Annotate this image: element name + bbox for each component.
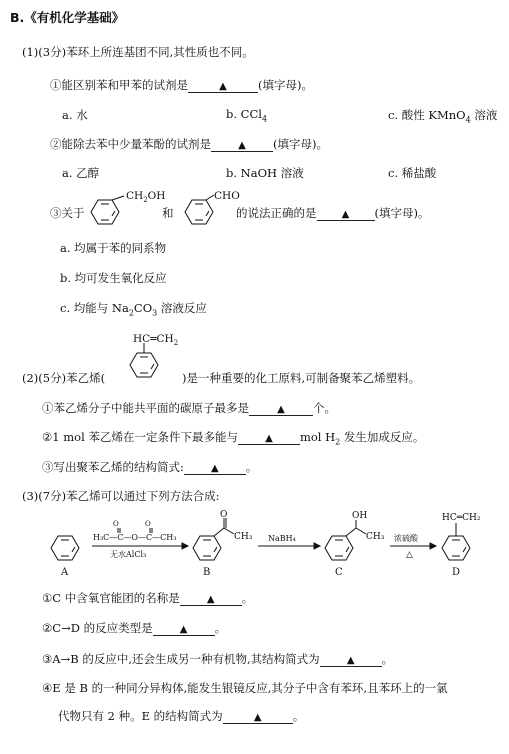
- compound-b-group: CH₃: [234, 532, 253, 542]
- q2-sub1: ①苯乙烯分子中能共平面的碳原子最多是 ▲ 个。: [42, 401, 336, 415]
- compound-d-structure: [442, 523, 470, 560]
- styrene-group: $HC═CH_2$: [133, 333, 179, 348]
- synthesis-scheme: [30, 508, 500, 583]
- answer-blank[interactable]: ▲: [153, 621, 215, 636]
- q1-sub1: ①能区别苯和甲苯的试剂是 ▲ (填字母)。: [50, 78, 313, 92]
- answer-blank[interactable]: ▲: [223, 709, 293, 724]
- benzaldehyde-group: CHO: [214, 190, 240, 202]
- section-title: B.《有机化学基础》: [10, 10, 125, 25]
- label-b: B: [203, 567, 211, 578]
- answer-blank[interactable]: ▲: [211, 137, 273, 152]
- q1-stem: (1)(3分)苯环上所连基团不同,其性质也不同。: [22, 45, 254, 59]
- q3-sub4-line2: 代物只有 2 种。E 的结构简式为 ▲ 。: [58, 709, 305, 723]
- q3-sub3: ③A→B 的反应中,还会生成另一种有机物,其结构简式为 ▲ 。: [42, 652, 394, 666]
- q3-sub4-line1: ④E 是 B 的一种同分异构体,能发生银镜反应,其分子中含有苯环,且苯环上的一氯: [42, 681, 448, 695]
- q1-sub1-option-b: b. CCl$_4$: [226, 107, 268, 124]
- answer-blank[interactable]: ▲: [188, 78, 258, 93]
- q1-sub1-option-c: c. 酸性 KMnO$_4$ 溶液: [388, 108, 498, 125]
- reagent1-top: H₃C—C—O—C—CH₃: [93, 533, 177, 542]
- q2-sub3: ③写出聚苯乙烯的结构简式: ▲ 。: [42, 460, 258, 474]
- q2-stem-after: )是一种重要的化工原料,可制备聚苯乙烯塑料。: [182, 371, 421, 385]
- reagent1-bottom: 无水AlCl₃: [110, 550, 147, 559]
- answer-blank[interactable]: ▲: [249, 401, 313, 416]
- q2-sub2: ②1 mol 苯乙烯在一定条件下最多能与 ▲ mol $H_2$ 发生加成反应。: [42, 430, 425, 447]
- answer-blank[interactable]: ▲: [180, 591, 242, 606]
- q3-sub2: ②C→D 的反应类型是 ▲ 。: [42, 621, 227, 635]
- svg-text:O: O: [113, 520, 119, 528]
- compound-a-structure: [51, 536, 79, 560]
- answer-blank[interactable]: ▲: [320, 652, 382, 667]
- q2-stem-before: (2)(5分)苯乙烯(: [22, 371, 106, 385]
- q1-sub3-option-b: b. 均可发生氧化反应: [60, 271, 167, 285]
- q1-sub3-prefix: ③关于: [50, 206, 85, 220]
- q3-stem: (3)(7分)苯乙烯可以通过下列方法合成:: [22, 489, 220, 503]
- q3-sub1: ①C 中含氧官能团的名称是 ▲ 。: [42, 591, 254, 605]
- answer-blank[interactable]: ▲: [184, 460, 246, 475]
- svg-text:O: O: [145, 520, 151, 528]
- compound-b-o: O: [220, 510, 228, 520]
- q1-sub3-option-a: a. 均属于苯的同系物: [60, 241, 167, 255]
- compound-c-structure: [325, 520, 366, 560]
- compound-c-oh: OH: [352, 511, 368, 521]
- compound-d-group: HC═CH₂: [442, 513, 481, 523]
- label-a: A: [61, 567, 69, 578]
- q1-sub1-option-a: a. 水: [62, 108, 88, 122]
- reagent2: NaBH₄: [268, 534, 296, 543]
- q1-sub2: ②能除去苯中少量苯酚的试剂是 ▲ (填字母)。: [50, 137, 328, 151]
- compound-c-group: CH₃: [366, 532, 385, 542]
- q1-sub2-option-b: b. NaOH 溶液: [226, 166, 304, 180]
- benzyl-alcohol-group: $CH_2OH$: [126, 190, 166, 205]
- q1-sub2-option-c: c. 稀盐酸: [388, 166, 437, 180]
- reagent3-bottom: △: [406, 550, 413, 560]
- answer-blank[interactable]: ▲: [317, 206, 375, 221]
- reagent3-top: 浓硫酸: [394, 534, 418, 543]
- label-c: C: [335, 567, 343, 578]
- label-d: D: [452, 567, 461, 578]
- q1-sub3-option-c: c. 均能与 $Na_2CO_3$ 溶液反应: [60, 301, 207, 318]
- compound-b-structure: [193, 518, 234, 560]
- answer-blank[interactable]: ▲: [238, 430, 300, 445]
- q1-sub3-and: 和: [162, 206, 174, 220]
- q1-sub3: 的说法正确的是 ▲ (填字母)。: [236, 206, 430, 220]
- q1-sub2-option-a: a. 乙醇: [62, 166, 100, 180]
